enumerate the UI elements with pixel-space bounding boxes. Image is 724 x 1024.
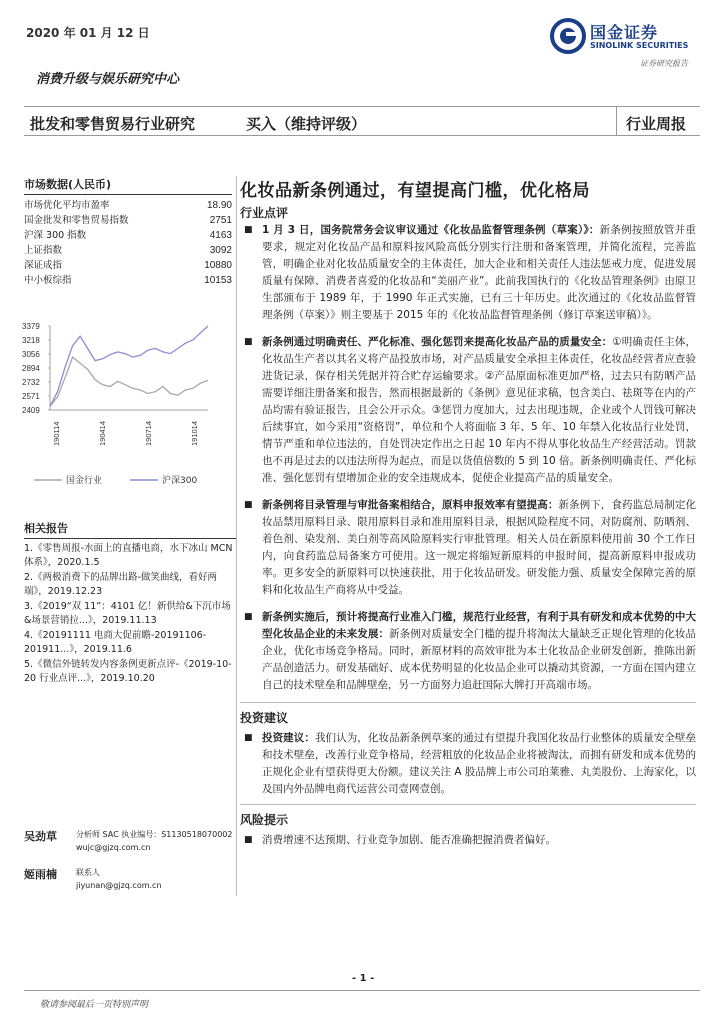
paragraph-6-text: 消费增速不达预期、行业竞争加剧、能否准确把握消费者偏好。 [262, 834, 556, 846]
report-item[interactable]: 1.《零售周报-水面上的直播电商，水下冰山 MCN 体系》，2020.1.5 [24, 543, 233, 568]
main-body [240, 222, 696, 849]
analyst-info [76, 866, 162, 892]
bullet-icon: ■ [244, 500, 253, 510]
market-row [24, 273, 232, 288]
analyst-name: 吴劲草 [24, 830, 57, 843]
y-tick-label: 3379 [22, 322, 40, 331]
paragraph-2-lead: 新条例通过明确责任、严化标准、强化惩罚来提高化妆品产品的质量安全： [262, 336, 613, 348]
paragraph-2-text: ①明确责任主体，化妆品生产者以其名义将产品投放市场，对产品质量安全承担主体责任，化妆品经营者应查验进货记录，保存相关凭据并符合贮存运输要求。②产品原面标准更加严格，过去只有防晒产品需要详细注册备案和报告，然而根据最新的《条例》意见征求稿，包含美白、祛斑等在内的产品均需有验证报告，且会公开示众。③惩罚力度加大，过去出现违规，企业或个人罚钱可解决后续事宜，如今采用“资格罚”，单位和个人将面临 3 年、5 年、10 年禁入化妆品行业处罚，情节严重和单位违法的，自处罚决定作出之日起 10 年内不得从事化妆品生产经营活动。罚款也不再是过去的以违法所得为起点，而是以货值倍数的 5 到 10 倍。新条例明确责任、严化标准、强化惩罚有望增加企业的安全违规成本，促使企业提高产品的质量安全。 [262, 336, 696, 484]
paragraph-3 [240, 497, 696, 599]
market-row [24, 213, 232, 228]
footer-line [24, 990, 700, 991]
analyst-1 [24, 828, 234, 862]
report-item[interactable]: 4.《20191111 电商大促前瞻-20191106-201911...》，2019.11.6 [24, 630, 207, 655]
analyst-email[interactable]: wujc@gjzq.com.cn [76, 843, 151, 852]
paragraph-1 [240, 222, 696, 324]
bullet-icon: ■ [244, 612, 253, 622]
series-line-1 [50, 326, 208, 406]
footer-disclaimer: 敬请参阅最后一页特别声明 [40, 1000, 149, 1010]
bullet-icon: ■ [244, 835, 253, 845]
bullet-icon: ■ [244, 337, 253, 347]
section-risk: 风险提示 [240, 813, 289, 827]
market-label: 市场优化平均市盈率 [24, 200, 110, 211]
report-date: 2020 年 01 月 12 日 [26, 26, 150, 40]
y-tick-label: 2732 [22, 378, 40, 388]
sinolink-logo-icon [550, 18, 586, 54]
section-invest-wrap [240, 702, 696, 726]
market-value: 10880 [204, 260, 232, 271]
market-row [24, 228, 232, 243]
market-label: 沪深 300 指数 [24, 230, 87, 241]
logo-subtitle: 证券研究报告 [640, 59, 688, 68]
bullet-icon: ■ [244, 733, 253, 743]
market-data [24, 176, 232, 288]
logo-en: SINOLINK SECURITIES [590, 41, 689, 50]
series-line-0 [50, 357, 208, 406]
paragraph-1-text: 新条例按照放管并重要求，规定对化妆品产品和原料按风险高低分别实行注册和备案管理，并简化流程，完善监管，明确企业对化妆品质量安全的主体责任，加大企业和相关责任人违法惩戒力度，促进发展质量有保障、消费者喜爱的化妆品和“美丽产业”。此前我国执行的《化妆品管理条例》由原卫生部颁布于 1989 年，于 1990 年正式实施，已有三十年历史。此次通过的《化妆品监督管理条例（草案）》则主要基于 2015 年的《化妆品监督管理条例（修订草案送审稿）》。 [262, 224, 697, 321]
analyst-name: 姬雨楠 [24, 868, 57, 881]
report-type: 行业周报 [625, 115, 686, 133]
section-invest: 投资建议 [240, 711, 289, 725]
paragraph-6 [240, 832, 696, 849]
market-row [24, 258, 232, 273]
analyst-2 [24, 866, 234, 900]
main-title: 化妆品新条例通过，有望提高门槛，优化格局 [240, 181, 590, 201]
market-value: 10153 [204, 275, 232, 286]
market-value: 3092 [209, 245, 232, 256]
market-row [24, 198, 232, 213]
analyst-sac: 分析师 SAC 执业编号：S1130518070002 [76, 830, 233, 839]
legend-label-1: 沪深300 [162, 476, 198, 486]
paragraph-3-lead: 新条例将目录管理与审批备案相结合，原料申报效率有望提高： [262, 499, 559, 511]
title-band [24, 106, 700, 136]
market-label: 深证成指 [24, 260, 63, 271]
y-tick-label: 3218 [22, 335, 40, 345]
paragraph-5 [240, 730, 696, 798]
analyst-email[interactable]: jiyunan@gjzq.com.cn [76, 881, 162, 890]
market-value: 2751 [209, 215, 232, 226]
market-label: 国金批发和零售贸易指数 [24, 215, 129, 226]
report-item[interactable]: 2.《两极消费下的品牌出路-做笑曲线，看好两端》，2019.12.23 [24, 572, 217, 597]
column-divider [236, 176, 237, 896]
x-tick-label: 191014 [190, 420, 199, 446]
research-center: 消费升级与娱乐研究中心 [36, 72, 180, 87]
index-chart [20, 318, 212, 488]
market-data-title: 市场数据(人民币) [24, 176, 232, 195]
index-chart-svg [20, 318, 212, 488]
related-reports [24, 520, 236, 687]
paragraph-2 [240, 334, 696, 487]
y-tick-label: 2571 [22, 391, 40, 401]
report-item[interactable]: 5.《微信外链转发内容条例更新点评-《2019-10-20 行业点评...》，2019.10.20 [24, 659, 232, 684]
market-value: 4163 [209, 230, 232, 241]
section-commentary: 行业点评 [240, 206, 289, 220]
market-label: 上证指数 [24, 245, 63, 256]
paragraph-1-lead: 1 月 3 日，国务院常务会议审议通过《化妆品监督管理条例（草案）》： [262, 224, 600, 236]
market-row [24, 243, 232, 258]
paragraph-3-text: 新条例下，食药监总局制定化妆品禁用原料目录、限用原料目录和准用原料目录，根据风险程度不同，对防腐剂、防晒剂、着色剂、染发剂、美白剂等高风险原料实行审批管理。相关人员在新原料使用前 30 个工作日内，向食药监总局备案方可使用。这一规定将缩短新原料的申报时间，提高新原料申报成功率。更多安全的新原料可以快速获批，用于化妆品研发。研发能力强、质量安全保障完善的原料和化妆品生产商将从中受益。 [262, 499, 697, 596]
paragraph-4-lead: 新条例实施后，预计将提高行业准入门槛，规范行业经营，有利于具有研发和成本优势的中大型化妆品企业的未来发展： [262, 611, 696, 640]
report-item[interactable]: 3.《2019“双 11”：4101 亿！新供给&下沉市场&场景营销拉...》，2019.11.13 [24, 601, 231, 626]
analyst-info [76, 828, 232, 854]
y-tick-label: 2409 [22, 406, 40, 415]
x-tick-label: 190414 [98, 420, 107, 446]
band-divider [616, 107, 617, 135]
legend-label-0: 国金行业 [66, 476, 103, 486]
y-tick-label: 3056 [22, 349, 40, 359]
rating: 买入（维持评级） [246, 115, 367, 133]
section-risk-wrap [240, 804, 696, 828]
x-tick-label: 190714 [144, 420, 153, 446]
paragraph-5-lead: 投资建议： [262, 732, 315, 744]
paragraph-4 [240, 609, 696, 694]
logo-cn: 国金证券 [590, 23, 659, 42]
paragraph-5-text: 我们认为，化妆品新条例草案的通过有望提升我国化妆品行业整体的质量安全壁垒和技术壁垒，改善行业竞争格局，经营粗放的化妆品企业将被淘汰，而拥有研发和成本优势的正规化企业有望获得更大份额。建议关注 A 股品牌上市公司珀莱雅、丸美股份、上海家化，以及国内外品牌电商代运营公司壹网壹创。 [262, 732, 696, 795]
market-value: 18.90 [206, 200, 232, 211]
x-tick-label: 190114 [52, 421, 61, 446]
industry-title: 批发和零售贸易行业研究 [30, 115, 196, 133]
reports-title: 相关报告 [24, 520, 236, 539]
paragraph-4-text: 新条例对质量安全门槛的提升将淘汰大量缺乏正规化管理的化妆品企业，优化市场竞争格局。同时，新原材料的高效审批为本土化妆品企业研发创新，推陈出新产品创造活力。研发基础好、成本优势明显的化妆品企业可以撬动其资源，一方面在国内建立自己的技术壁垒和品牌壁垒，另一方面努力追赶国际大牌打开高端市场。 [262, 628, 697, 691]
y-tick-label: 2894 [22, 364, 40, 373]
page-number: - 1 - [352, 973, 375, 984]
analyst-role: 联系人 [76, 868, 100, 877]
bullet-icon: ■ [244, 225, 253, 235]
market-label: 中小板综指 [24, 275, 72, 286]
